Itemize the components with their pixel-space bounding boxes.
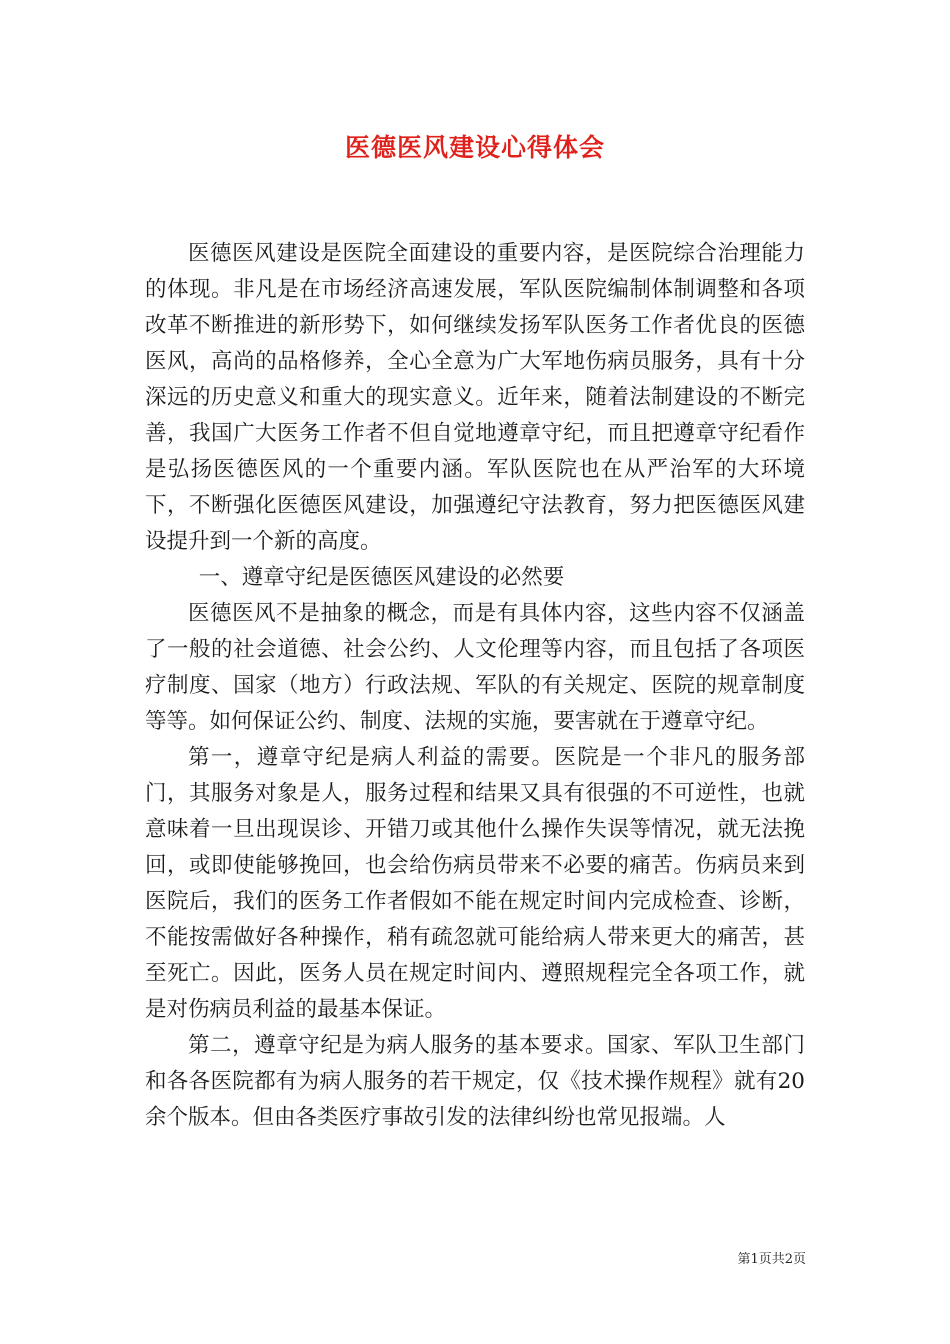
document-body bbox=[145, 236, 805, 1136]
document-title: 医德医风建设心得体会 bbox=[344, 133, 605, 162]
paragraph-intro: 医德医风建设是医院全面建设的重要内容，是医院综合治理能力的体现。非凡是在市场经济高速发展，军队医院编制体制调整和各项改革不断推进的新形势下，如何继续发扬军队医务工作者优良的医德医风，高尚的品格修养，全心全意为广大军地伤病员服务，具有十分深远的历史意义和重大的现实意义。近年来，随着法制建设的不断完善，我国广大医务工作者不但自觉地遵章守纪，而且把遵章守纪看作是弘扬医德医风的一个重要内涵。军队医院也在从严治军的大环境下，不断强化医德医风建设，加强遵纪守法教育，努力把医德医风建设提升到一个新的高度。 bbox=[145, 241, 805, 554]
paragraph-second-point: 第二，遵章守纪是为病人服务的基本要求。国家、军队卫生部门和各各医院都有为病人服务的若干规定，仅《技术操作规程》就有20余个版本。但由各类医疗事故引发的法律纠纷也常见报端。人 bbox=[145, 1033, 805, 1130]
page-number: 第1页共2页 bbox=[737, 1252, 806, 1267]
section-heading-1: 一、遵章守纪是医德医风建设的必然要 bbox=[198, 565, 565, 590]
paragraph-section-1: 医德医风不是抽象的概念，而是有具体内容，这些内容不仅涵盖了一般的社会道德、社会公约、人文伦理等内容，而且包括了各项医疗制度、国家（地方）行政法规、军队的有关规定、医院的规章制度等等。如何保证公约、制度、法规的实施，要害就在于遵章守纪。 bbox=[145, 601, 805, 734]
paragraph-first-point: 第一，遵章守纪是病人利益的需要。医院是一个非凡的服务部门，其服务对象是人，服务过程和结果又具有很强的不可逆性，也就意味着一旦出现误诊、开错刀或其他什么操作失误等情况，就无法挽回，或即使能够挽回，也会给伤病员带来不必要的痛苦。伤病员来到医院后，我们的医务工作者假如不能在规定时间内完成检查、诊断，不能按需做好各种操作，稍有疏忽就可能给病人带来更大的痛苦，甚至死亡。因此，医务人员在规定时间内、遵照规程完全各项工作，就是对伤病员利益的最基本保证。 bbox=[145, 745, 805, 1022]
